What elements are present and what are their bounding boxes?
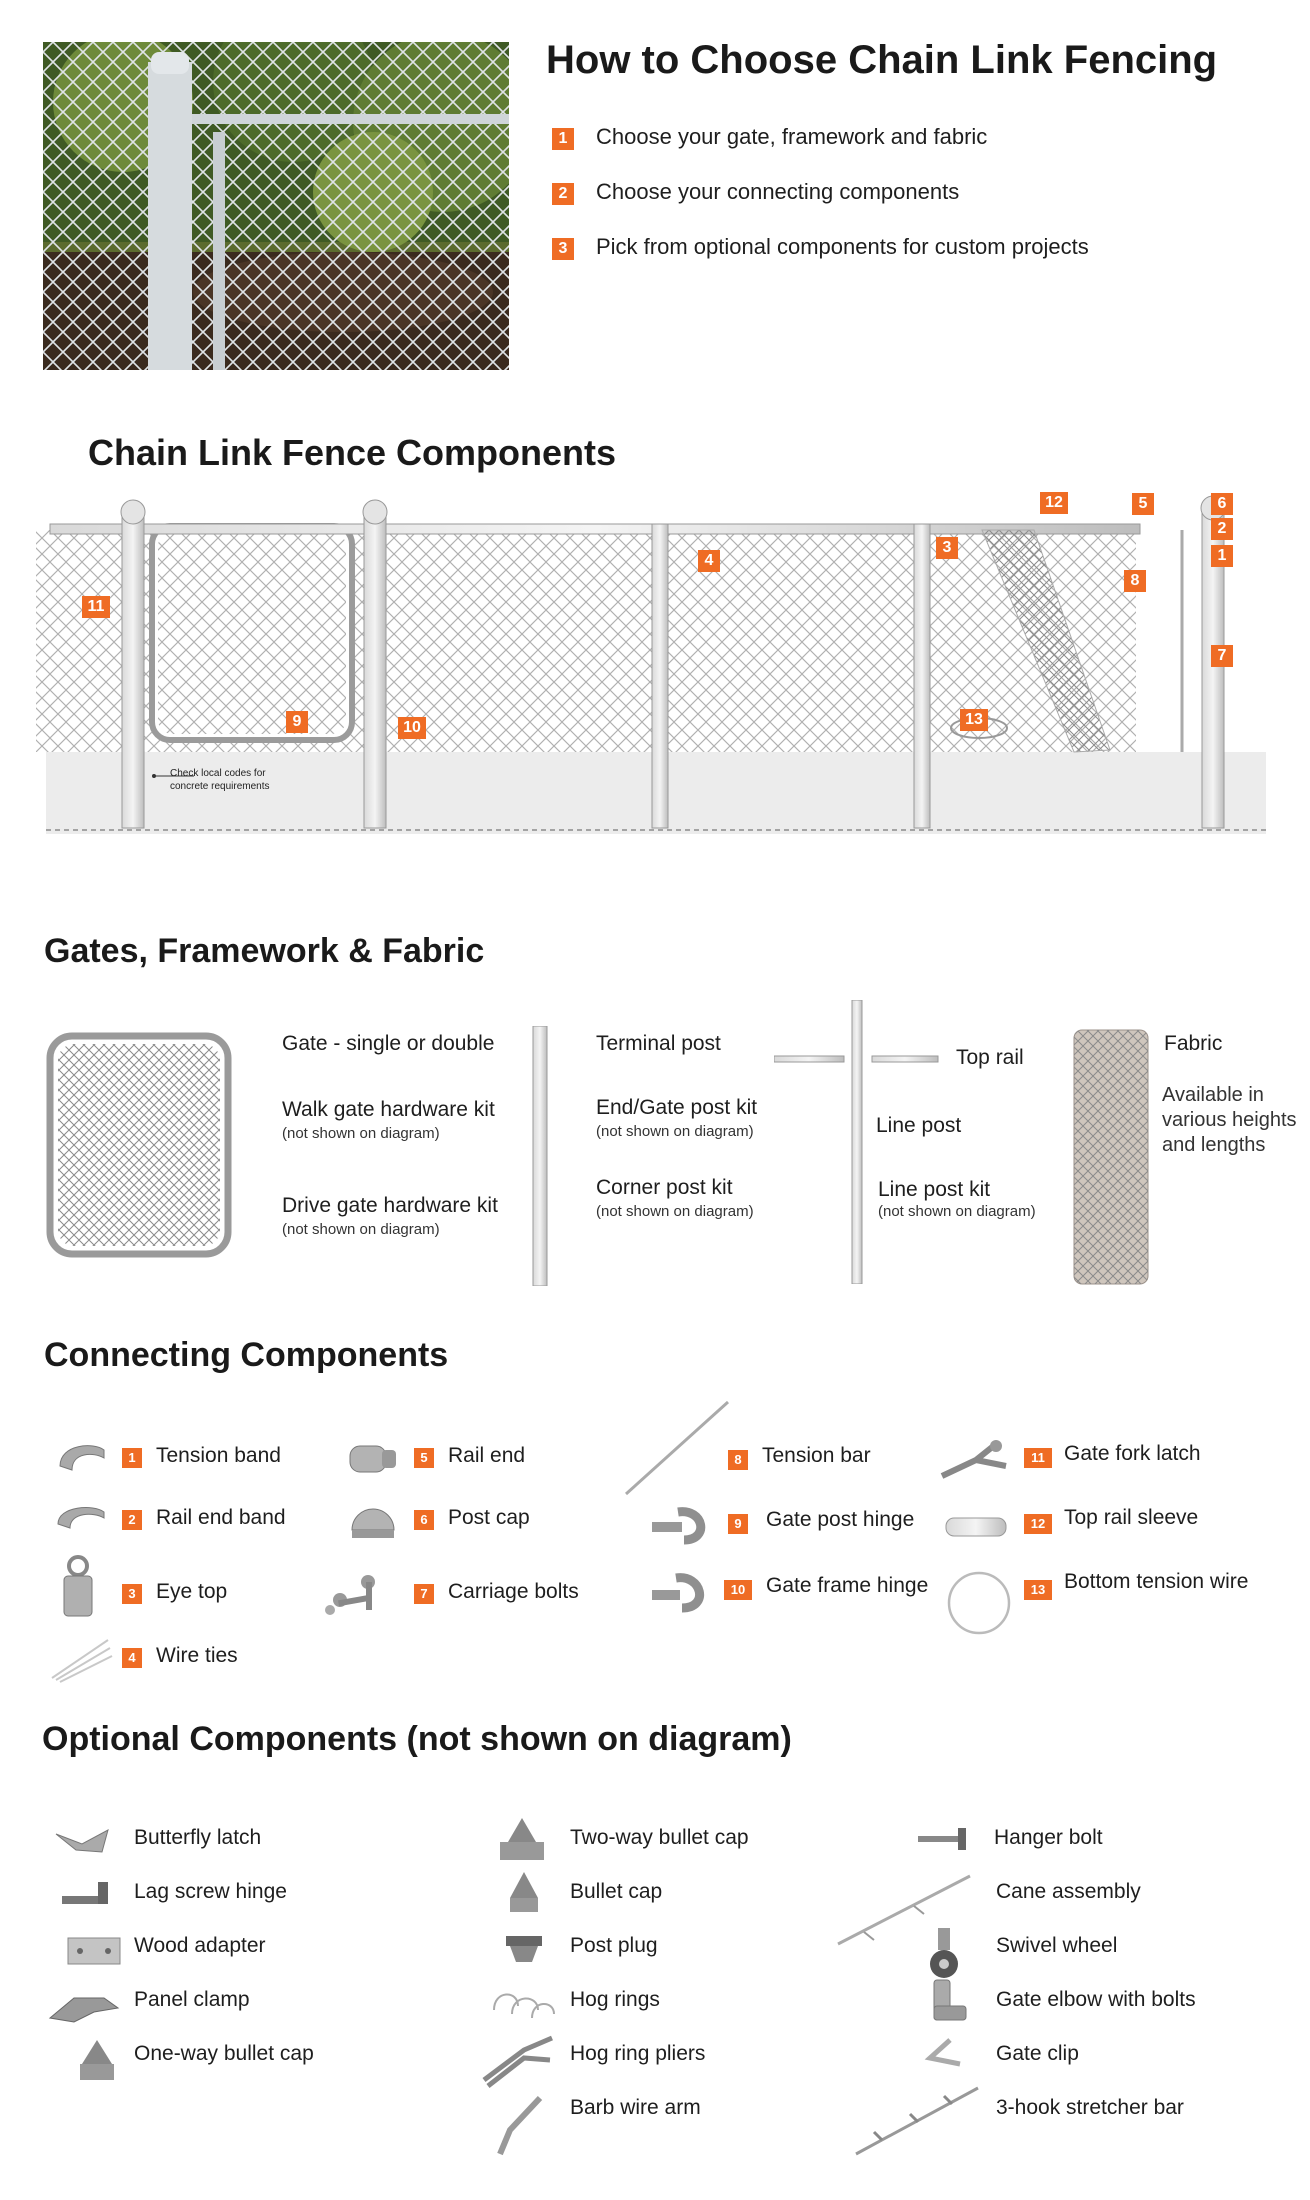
callout-badge: 3 (936, 537, 958, 559)
item-label: Gate frame hinge (766, 1574, 929, 1597)
callout-badge: 2 (1211, 518, 1233, 540)
fence-photo (43, 42, 509, 370)
diagram-title: Chain Link Fence Components (88, 432, 617, 473)
item-badge: 10 (724, 1580, 752, 1600)
bottom-tension-wire-icon (944, 1568, 1014, 1638)
optional-item-label: Lag screw hinge (134, 1880, 287, 1903)
optional-item-label: Panel clamp (134, 1988, 250, 2011)
line-post-kit-note: (not shown on diagram) (878, 1203, 1036, 1220)
top-rail-sleeve-icon (944, 1512, 1010, 1542)
optional-item-label: Swivel wheel (996, 1934, 1118, 1957)
item-label: Post cap (448, 1506, 530, 1529)
item-badge: 5 (414, 1448, 434, 1468)
item-badge: 11 (1024, 1448, 1052, 1468)
concrete-note-line2: concrete requirements (170, 781, 270, 792)
item-label: Tension bar (762, 1444, 871, 1467)
item-label: Bottom tension wire (1064, 1570, 1249, 1593)
item-badge: 6 (414, 1510, 434, 1530)
gate-fork-latch-icon (936, 1436, 1016, 1486)
item-badge: 7 (414, 1584, 434, 1604)
rail-end-icon (346, 1438, 400, 1478)
walk-gate-kit-note: (not shown on diagram) (282, 1125, 440, 1142)
hanger-bolt-icon (914, 1822, 974, 1856)
step-badge: 3 (552, 238, 574, 260)
fabric-label: Fabric (1164, 1032, 1223, 1055)
terminal-post-label: Terminal post (596, 1032, 721, 1055)
corner-post-kit-label: Corner post kit (596, 1176, 733, 1199)
post-plug-icon (502, 1930, 546, 1966)
callout-badge: 12 (1040, 492, 1068, 514)
butterfly-latch-icon (52, 1824, 114, 1860)
one-way-bullet-cap-icon (72, 2036, 122, 2086)
item-badge: 1 (122, 1448, 142, 1468)
two-way-bullet-cap-icon (494, 1816, 550, 1866)
callout-badge: 6 (1211, 493, 1233, 515)
tension-band-icon (54, 1436, 110, 1480)
rail-end-band-icon (54, 1500, 110, 1540)
optional-item-label: Two-way bullet cap (570, 1826, 749, 1849)
item-badge: 9 (728, 1514, 748, 1534)
fabric-note-line1: Available in (1162, 1084, 1264, 1106)
fabric-note-line2: various heights (1162, 1109, 1297, 1131)
optional-item-label: Gate clip (996, 2042, 1079, 2065)
gate-clip-icon (920, 2034, 966, 2070)
item-label: Rail end band (156, 1506, 286, 1529)
step-text: Pick from optional components for custom projects (596, 234, 1089, 259)
drive-gate-kit-note: (not shown on diagram) (282, 1221, 440, 1238)
corner-post-kit-note: (not shown on diagram) (596, 1203, 754, 1220)
item-label: Wire ties (156, 1644, 238, 1667)
callout-badge: 8 (1124, 570, 1146, 592)
stretcher-bar-icon (852, 2084, 982, 2158)
post-cap-icon (346, 1500, 400, 1544)
gate-elbow-icon (924, 1976, 972, 2032)
fabric-note-line3: and lengths (1162, 1134, 1266, 1156)
callout-badge: 7 (1211, 645, 1233, 667)
optional-item-label: One-way bullet cap (134, 2042, 314, 2065)
gate-post-hinge-icon (648, 1504, 718, 1548)
optional-section-title: Optional Components (not shown on diagram) (42, 1720, 792, 1758)
item-label: Top rail sleeve (1064, 1506, 1199, 1529)
gate-illustration (44, 1030, 234, 1260)
tension-bar-icon (622, 1398, 732, 1498)
bullet-cap-icon (502, 1870, 546, 1916)
wood-adapter-icon (64, 1930, 126, 1970)
callout-badge: 1 (1211, 545, 1233, 567)
item-badge: 12 (1024, 1514, 1052, 1534)
item-badge: 2 (122, 1510, 142, 1530)
hog-ring-pliers-icon (478, 2030, 558, 2090)
line-post-kit-label: Line post kit (878, 1178, 991, 1201)
optional-item-label: Hog ring pliers (570, 2042, 706, 2065)
line-post-label: Line post (876, 1114, 962, 1137)
eye-top-icon (56, 1554, 100, 1620)
wire-ties-icon (48, 1634, 114, 1684)
page-title: How to Choose Chain Link Fencing (546, 38, 1218, 82)
drive-gate-kit-label: Drive gate hardware kit (282, 1194, 498, 1217)
fence-diagram (34, 490, 1274, 850)
callout-badge: 5 (1132, 493, 1154, 515)
fabric-roll-illustration (1068, 1026, 1154, 1288)
item-label: Gate fork latch (1064, 1442, 1201, 1465)
optional-item-label: 3-hook stretcher bar (996, 2096, 1184, 2119)
panel-clamp-icon (44, 1982, 124, 2028)
gate-frame-hinge-icon (648, 1568, 718, 1616)
callout-badge: 11 (82, 596, 110, 618)
item-badge: 8 (728, 1450, 748, 1470)
optional-item-label: Hanger bolt (994, 1826, 1103, 1849)
step-text: Choose your connecting components (596, 179, 960, 204)
carriage-bolts-icon (320, 1566, 390, 1620)
lag-screw-hinge-icon (58, 1878, 114, 1914)
step-badge: 2 (552, 183, 574, 205)
optional-item-label: Barb wire arm (570, 2096, 701, 2119)
callout-badge: 10 (398, 717, 426, 739)
callout-badge: 13 (960, 709, 988, 731)
connecting-section-title: Connecting Components (44, 1336, 449, 1374)
terminal-post-illustration (530, 1026, 550, 1286)
step-text: Choose your gate, framework and fabric (596, 124, 988, 149)
item-badge: 4 (122, 1648, 142, 1668)
end-gate-post-kit-note: (not shown on diagram) (596, 1123, 754, 1140)
walk-gate-kit-label: Walk gate hardware kit (282, 1098, 495, 1121)
optional-item-label: Butterfly latch (134, 1826, 262, 1849)
item-badge: 3 (122, 1584, 142, 1604)
item-label: Tension band (156, 1444, 281, 1467)
hog-rings-icon (488, 1984, 558, 2024)
gates-section-title: Gates, Framework & Fabric (44, 932, 485, 970)
step-badge: 1 (552, 128, 574, 150)
optional-item-label: Bullet cap (570, 1880, 663, 1903)
concrete-note-line1: Check local codes for (170, 768, 266, 779)
optional-item-label: Cane assembly (996, 1880, 1141, 1903)
item-label: Eye top (156, 1580, 228, 1603)
item-badge: 13 (1024, 1580, 1052, 1600)
item-label: Gate post hinge (766, 1508, 915, 1531)
item-label: Carriage bolts (448, 1580, 579, 1603)
item-label: Rail end (448, 1444, 526, 1467)
gate-label: Gate - single or double (282, 1032, 495, 1055)
swivel-wheel-icon (924, 1924, 964, 1980)
end-gate-post-kit-label: End/Gate post kit (596, 1096, 758, 1119)
rail-and-line-post-illustration (774, 1000, 954, 1284)
optional-item-label: Hog rings (570, 1988, 660, 2011)
callout-badge: 9 (286, 711, 308, 733)
optional-item-label: Wood adapter (134, 1934, 266, 1957)
optional-item-label: Post plug (570, 1934, 658, 1957)
callout-badge: 4 (698, 550, 720, 572)
barb-wire-arm-icon (490, 2090, 546, 2160)
top-rail-label: Top rail (956, 1046, 1024, 1069)
optional-item-label: Gate elbow with bolts (996, 1988, 1196, 2011)
